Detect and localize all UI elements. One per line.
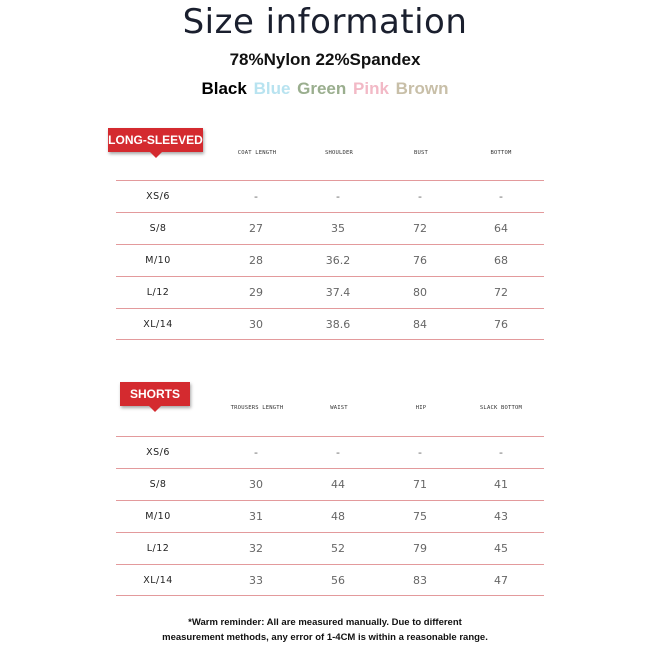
- measurement-cell: 32: [249, 542, 263, 555]
- measurement-cell: -: [336, 190, 340, 203]
- measurement-cell: 33: [249, 574, 263, 587]
- measurement-cell: -: [418, 190, 422, 203]
- long-sleeved-table: [108, 126, 544, 346]
- color-option-pink: Pink: [353, 79, 389, 98]
- shorts-table: [116, 380, 544, 600]
- size-label: M/10: [145, 255, 171, 266]
- measurement-cell: 29: [249, 286, 263, 299]
- header-bust: BUST: [413, 150, 429, 156]
- header-bottom: BOTTOM: [490, 150, 512, 156]
- measurement-cell: 37.4: [325, 286, 351, 299]
- measurement-cell: -: [499, 446, 503, 459]
- measurement-cell: 30: [249, 478, 263, 491]
- warm-reminder-note: [0, 615, 650, 645]
- measurement-cell: 47: [494, 574, 508, 587]
- measurement-cell: 28: [249, 254, 263, 267]
- measurement-cell: -: [418, 446, 422, 459]
- table-row: [116, 276, 544, 308]
- measurement-cell: 45: [494, 542, 508, 555]
- measurement-cell: 80: [413, 286, 427, 299]
- table-row: [116, 564, 544, 596]
- color-option-black: Black: [201, 79, 247, 98]
- measurement-cell: 35: [331, 222, 345, 235]
- measurement-cell: -: [254, 446, 258, 459]
- measurement-cell: 43: [494, 510, 508, 523]
- measurement-cell: 68: [494, 254, 508, 267]
- table-row: [116, 308, 544, 340]
- measurement-cell: 83: [413, 574, 427, 587]
- measurement-cell: 76: [413, 254, 427, 267]
- measurement-cell: 41: [494, 478, 508, 491]
- measurement-cell: 44: [331, 478, 345, 491]
- size-label: XL/14: [143, 319, 173, 330]
- measurement-cell: -: [254, 190, 258, 203]
- header-waist: WAIST: [330, 405, 348, 411]
- header-coat-length: COAT LENGTH: [237, 150, 277, 156]
- header-trousers-length: TROUSERS LENGTH: [230, 405, 284, 411]
- table-row: [116, 500, 544, 532]
- measurement-cell: 72: [413, 222, 427, 235]
- table-row: [116, 212, 544, 244]
- page-title: Size information: [182, 2, 468, 42]
- measurement-cell: 56: [331, 574, 345, 587]
- size-label: XS/6: [146, 447, 170, 458]
- measurement-cell: 30: [249, 318, 263, 331]
- measurement-cell: 72: [494, 286, 508, 299]
- size-label: M/10: [145, 511, 171, 522]
- header-hip: HIP: [415, 405, 427, 411]
- measurement-cell: 48: [331, 510, 345, 523]
- measurement-cell: 36.2: [325, 254, 351, 267]
- note-line-2: measurement methods, any error of 1-4CM is within a reasonable range.: [162, 632, 488, 643]
- table-row: [116, 468, 544, 500]
- measurement-cell: 84: [413, 318, 427, 331]
- measurement-cell: 79: [413, 542, 427, 555]
- table-row: [116, 244, 544, 276]
- color-option-brown: Brown: [395, 79, 449, 98]
- size-label: XS/6: [146, 191, 170, 202]
- measurement-cell: 52: [331, 542, 345, 555]
- long-sleeved-badge: LONG-SLEEVED: [108, 128, 203, 152]
- measurement-cell: 64: [494, 222, 508, 235]
- measurement-cell: 31: [249, 510, 263, 523]
- measurement-cell: -: [499, 190, 503, 203]
- measurement-cell: 38.6: [325, 318, 351, 331]
- measurement-cell: 75: [413, 510, 427, 523]
- measurement-cell: 71: [413, 478, 427, 491]
- header-slack-bottom: SLACK BOTTOM: [479, 405, 523, 411]
- color-option-blue: Blue: [253, 79, 291, 98]
- table-row: [116, 180, 544, 212]
- header-shoulder: SHOULDER: [324, 150, 354, 156]
- material-composition: 78%Nylon 22%Spandex: [229, 50, 421, 69]
- measurement-cell: -: [336, 446, 340, 459]
- measurement-cell: 76: [494, 318, 508, 331]
- size-label: S/8: [149, 223, 167, 234]
- size-label: L/12: [146, 543, 170, 554]
- shorts-badge: SHORTS: [120, 382, 190, 406]
- size-label: S/8: [149, 479, 167, 490]
- measurement-cell: 27: [249, 222, 263, 235]
- color-option-green: Green: [297, 79, 347, 98]
- size-label: L/12: [146, 287, 170, 298]
- color-options: [0, 79, 650, 99]
- size-label: XL/14: [143, 575, 173, 586]
- note-line-1: *Warm reminder: All are measured manually. Due to different: [188, 617, 462, 628]
- table-row: [116, 532, 544, 564]
- table-row: [116, 436, 544, 468]
